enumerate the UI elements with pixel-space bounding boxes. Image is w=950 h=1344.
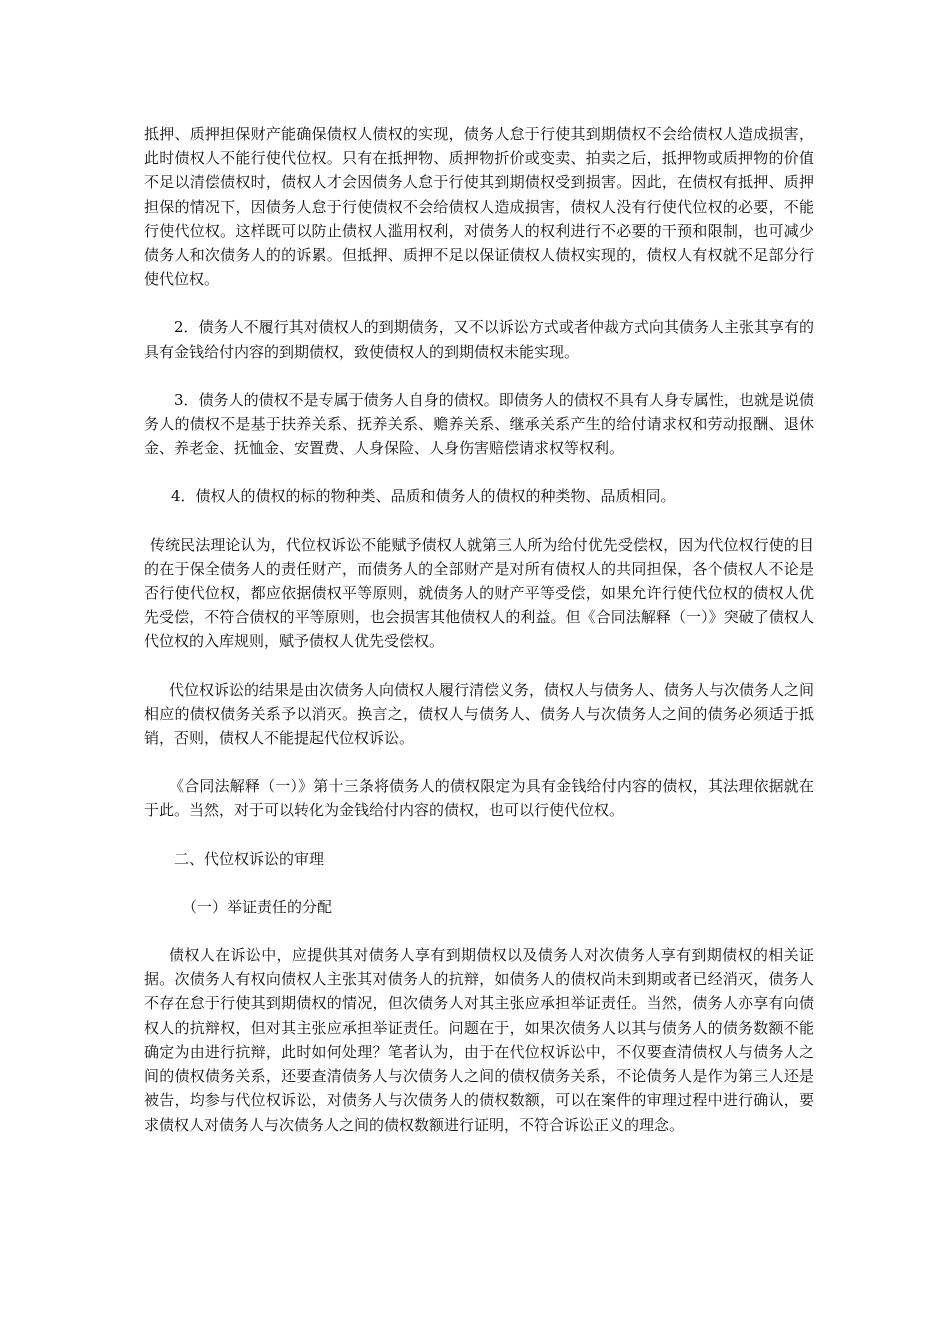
paragraph-condition-3: 3．债务人的债权不是专属于债务人自身的债权。即债务人的债权不具有人身专属性，也就是说债务人的债权不是基于扶养关系、抚养关系、赡养关系、继承关系产生的给付请求权和劳动报酬、退休金、养老金、抚恤金、安置费、人身保险、人身伤害赔偿请求权等权利。 bbox=[144, 390, 814, 458]
subsection-heading: （一）举证责任的分配 bbox=[182, 897, 333, 916]
document-body bbox=[144, 122, 814, 1137]
paragraph-condition-4: 4．债权人的债权的标的物种类、品质和债务人的债权的种类物、品质相同。 bbox=[171, 487, 676, 506]
paragraph-litigation-result: 代位权诉讼的结果是由次债务人向债权人履行清偿义务，债权人与债务人、债务人与次债务人之间相应的债权债务关系予以消灭。换言之，债权人与债务人、债务人与次债务人之间的债务必须适于抵销，否则，债权人不能提起代位权诉讼。 bbox=[144, 680, 815, 748]
paragraph-article-13: 《合同法解释（一）》第十三条将债务人的债权限定为具有金钱给付内容的债权，其法理依据就在于此。当然，对于可以转化为金钱给付内容的债权，也可以行使代位权。 bbox=[144, 777, 814, 820]
paragraph-condition-2: 2．债务人不履行其对债权人的到期债务，又不以诉讼方式或者仲裁方式向其债务人主张其享有的具有金钱给付内容的到期债权，致使债权人的到期债权未能实现。 bbox=[144, 318, 814, 361]
paragraph-burden-of-proof: 债权人在诉讼中，应提供其对债务人享有到期债权以及债务人对次债务人享有到期债权的相关证据。次债务人有权向债权人主张其对债务人的抗辩，如债务人的债权尚未到期或者已经消灭，债务人不存在怠于行使其到期债权的情况，但次债务人对其主张应承担举证责任。当然，债务人亦享有向债权人的抗辩权，但对其主张应承担举证责任。问题在于，如果次债务人以其与债务人的债务数额不能确定为由进行抗辩，此时如何处理？笔者认为，由于在代位权诉讼中，不仅要查清债权人与债务人之间的债权债务关系，还要查清债务人与次债务人之间的债权债务关系，不论债务人是作为第三人还是被告，均参与代位权诉讼，对债务人与次债务人的债权数额，可以在案件的审理过程中进行确认，要求债权人对债务人与次债务人之间的债权数额进行证明，不符合诉讼正义的理念。 bbox=[144, 946, 814, 1134]
paragraph-collateral: 抵押、质押担保财产能确保债权人债权的实现，债务人怠于行使其到期债权不会给债权人造成损害，此时债权人不能行使代位权。只有在抵押物、质押物折价或变卖、拍卖之后，抵押物或质押物的价值不足以清偿债权时，债权人才会因债务人怠于行使其到期债权受到损害。因此，在债权有抵押、质押担保的情况下，因债务人怠于行使债权不会给债权人造成损害，债权人没有行使代位权的必要，不能行使代位权。这样既可以防止债权人滥用权利，对债务人的权利进行不必要的干预和限制，也可减少债务人和次债务人的的诉累。但抵押、质押不足以保证债权人债权实现的，债权人有权就不足部分行使代位权。 bbox=[144, 125, 814, 289]
paragraph-priority-theory: 传统民法理论认为，代位权诉讼不能赋予债权人就第三人所为给付优先受偿权，因为代位权行使的目的在于保全债务人的责任财产，而债务人的全部财产是对所有债权人的共同担保，各个债权人不论是否行使代位权，都应依据债权平等原则，就债务人的财产平等受偿，如果允许行使代位权的债权人优先受偿，不符合债权的平等原则，也会损害其他债权人的利益。但《合同法解释（一）》突破了债权人代位权的入库规则，赋予债权人优先受偿权。 bbox=[144, 535, 814, 651]
section-heading: 二、代位权诉讼的审理 bbox=[174, 849, 325, 868]
